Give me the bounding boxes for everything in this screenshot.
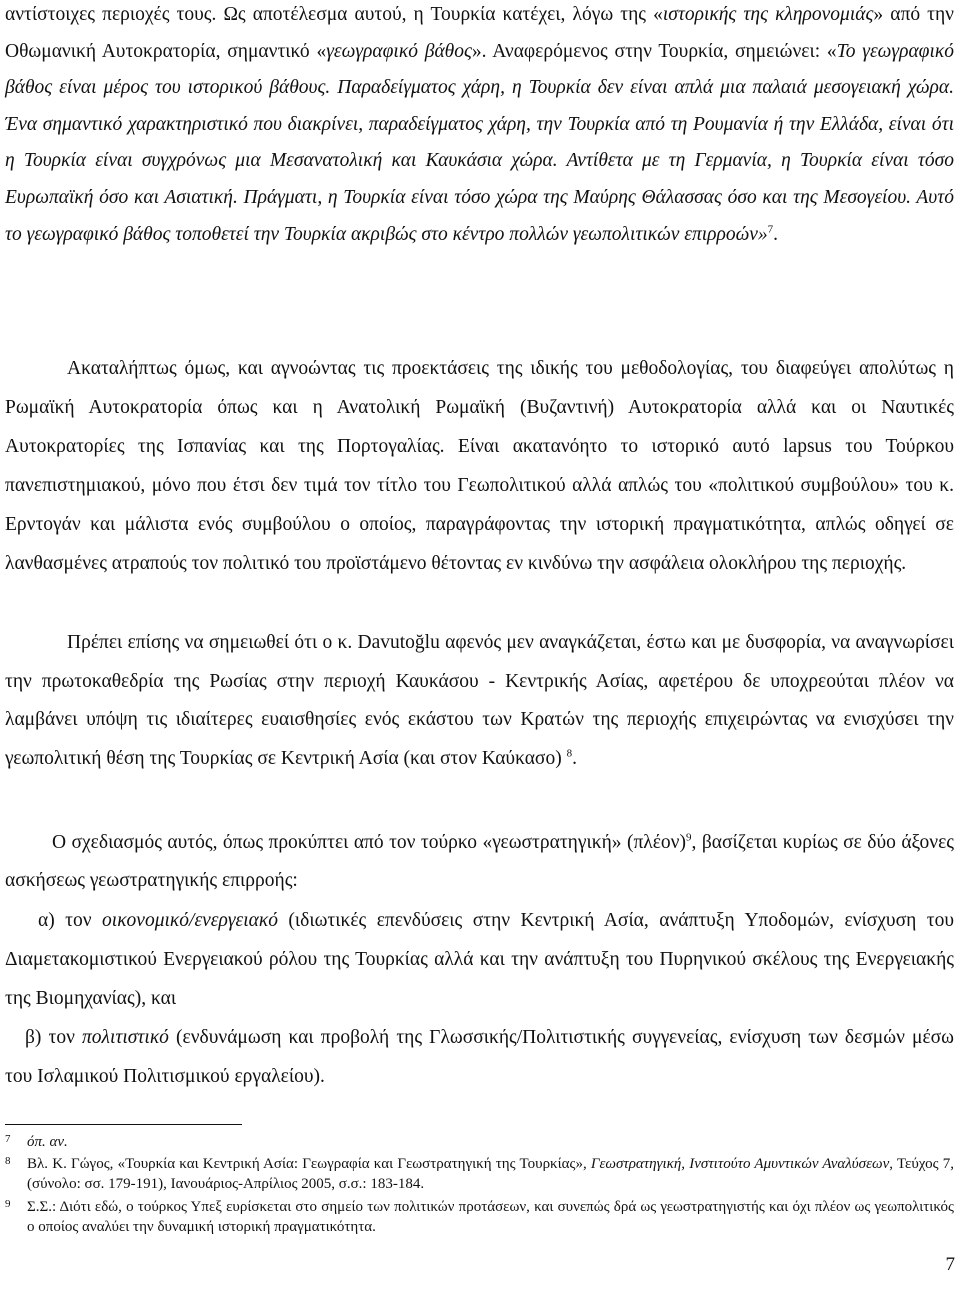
text-run: αντίστοιχες περιοχές τους. Ως αποτέλεσμα αυτού, η Τουρκία κατέχει, λόγω της « — [5, 4, 663, 25]
text-run: Βλ. Κ. Γώγος, «Τουρκία και Κεντρική Ασία: Γεωγραφία και Γεωστρατηγική της Τουρκίας», — [27, 1156, 591, 1172]
list-item-b — [5, 1019, 954, 1096]
text-run: α) τον — [38, 910, 103, 931]
paragraph-text: Ακαταλήπτως όμως, και αγνοώντας τις προεκτάσεις της ιδικής του μεθοδολογίας, του διαφεύγει απολύτως η Ρωμαϊκή Αυτοκρατορία όπως και η Ανατολική Ρωμαϊκή (Βυζαντινή) Αυτοκρατορία αλλά και οι Ναυτικές Αυτοκρατορίες της Ισπανίας και της Πορτογαλίας. Είναι ακατανόητο το ιστορικό αυτό lapsus του Τούρκου πανεπιστημιακού, μόνο που έτσι δεν τιμά τον τίτλο του Γεωπολιτικού αλλά απλώς του «πολιτικού συμβούλου» του κ. Ερντογάν και μάλιστα ενός συμβούλου ο οποίος, παραγράφοντας την ιστορική πραγματικότητα, απλώς οδηγεί σε λανθασμένες ατραπούς τον πολιτικό του προϊστάμενο θέτοντας εν κινδύνω την ασφάλεια ολοκλήρου της περιοχής. — [5, 358, 954, 574]
footnote-divider — [5, 1124, 242, 1125]
text-run: , Τεύχος 7, (σύνολο: σσ. 179-191), Ιανουάριος-Απρίλιος 2005, σ.σ.: 183-184. — [27, 1156, 954, 1192]
footnote-ref-7[interactable]: 7 — [767, 223, 774, 236]
text-run: » από την Οθωμανική Αυτοκρατορία, σημαντικό « — [5, 4, 955, 62]
footnote-7 — [5, 1133, 954, 1153]
text-run: β) τον — [25, 1027, 83, 1048]
italic-run: οικονομικό/ενεργειακό — [102, 910, 278, 931]
paragraph-quote — [5, 0, 954, 253]
text-run: (ιδιωτικές επενδύσεις στην Κεντρική Ασία, ανάπτυξη Υποδομών, ενίσχυση του Διαμετακομιστικού Ενεργειακού ρόλου της Τουρκίας αλλά και την ανάπτυξη του Πυρηνικού σκέλους της Ενεργειακής της Βιομηχανίας), και — [5, 910, 954, 1009]
footnote-ref-9[interactable]: 9 — [686, 831, 692, 844]
text-run: (ενδυνάμωση και προβολή της Γλωσσικής/Πολιτιστικής συγγενείας, ενίσχυση των δεσμών μέσω του Ισλαμικού Πολιτισμικού εργαλείου). — [5, 1027, 954, 1087]
footnote-number: 8 — [5, 1155, 11, 1167]
italic-quote: Το γεωγραφικό βάθος είναι μέρος του ιστορικού βάθους. Παραδείγματος χάρη, η Τουρκία δεν είναι απλά μια παλαιά μεσογειακή χώρα. Ένα σημαντικό χαρακτηριστικό που διακρίνει, παραδείγματος χάρη, την Τουρκία από τη Ρουμανία ή την Ελλάδα, είναι ότι η Τουρκία είναι συγχρόνως μια Μεσανατολική και Καυκάσια χώρα. Αντίθετα με τη Γερμανία, η Τουρκία είναι τόσο Ευρωπαϊκή όσο και Ασιατική. Πράγματι, η Τουρκία είναι τόσο χώρα της Μαύρης Θάλασσας όσο και της Μεσογείου. Αυτό το γεωγραφικό βάθος τοποθετεί την Τουρκία ακριβώς στο κέντρο πολλών γεωπολιτικών επιρροών — [5, 40, 954, 245]
footnote-text: Σ.Σ.: Διότι εδώ, ο τούρκος Υπεξ ευρίσκεται στο σημείο των πολιτικών προτάσεων, και συνεπώς δρά ως γεωστρατηγιστής και όχι πλέον ως γεωπολιτικός ο οποίος αναλύει την δυναμική ιστορική πραγματικότητα. — [27, 1199, 954, 1235]
italic-run: » — [757, 223, 768, 245]
footnote-number: 7 — [5, 1133, 11, 1145]
footnote-ref-8[interactable]: 8 — [566, 747, 573, 759]
italic-run: γεωγραφικό βάθος — [326, 40, 472, 62]
text-run: ». Αναφερόμενος στην Τουρκία, σημειώνει: « — [471, 40, 837, 62]
footnote-9 — [5, 1198, 954, 1237]
italic-run: όπ. αν. — [27, 1134, 68, 1150]
paragraph-davutoglu — [5, 624, 954, 778]
italic-run: Γεωστρατηγική, Ινστιτούτο Αμυντικών Αναλύσεων — [590, 1156, 890, 1172]
text-run: . — [572, 747, 577, 769]
paragraph-text: Ο σχεδιασμός αυτός, όπως προκύπτει από τον τούρκο «γεωστρατηγική» (πλέον) — [52, 832, 686, 853]
footnote-text — [5, 1155, 954, 1194]
paragraph-critique — [5, 350, 954, 583]
list-item-a — [5, 902, 954, 1019]
paragraph-planning — [5, 824, 954, 899]
italic-run: πολιτιστικό — [82, 1027, 169, 1048]
italic-run: ιστορικής της κληρονομιάς — [662, 4, 874, 25]
footnote-number: 9 — [5, 1198, 11, 1210]
paragraph-text: Πρέπει επίσης να σημειωθεί ότι ο κ. Davutoğlu αφενός μεν αναγκάζεται, έστω και με δυσφορία, να αναγνωρίσει την πρωτοκαθεδρία της Ρωσίας στην περιοχή Καυκάσου - Κεντρικής Ασίας, αφετέρου δε υποχρεούται πλέον να λαμβάνει υπόψη τις ιδιαίτερες ευαισθησίες ενός εκάστου των Κρατών της περιοχής επιχειρώντας να ενισχύσει την γεωπολιτική θέση της Τουρκίας σε Κεντρική Ασία (και στον Καύκασο) — [5, 632, 954, 769]
footnote-8 — [5, 1155, 954, 1194]
page-number: 7 — [945, 1254, 955, 1275]
text-run: . — [773, 223, 778, 245]
paragraph-text: , βασίζεται κυρίως σε δύο άξονες ασκήσεως γεωστρατηγικής επιρροής: — [5, 832, 954, 891]
footnote-text — [5, 1133, 954, 1153]
